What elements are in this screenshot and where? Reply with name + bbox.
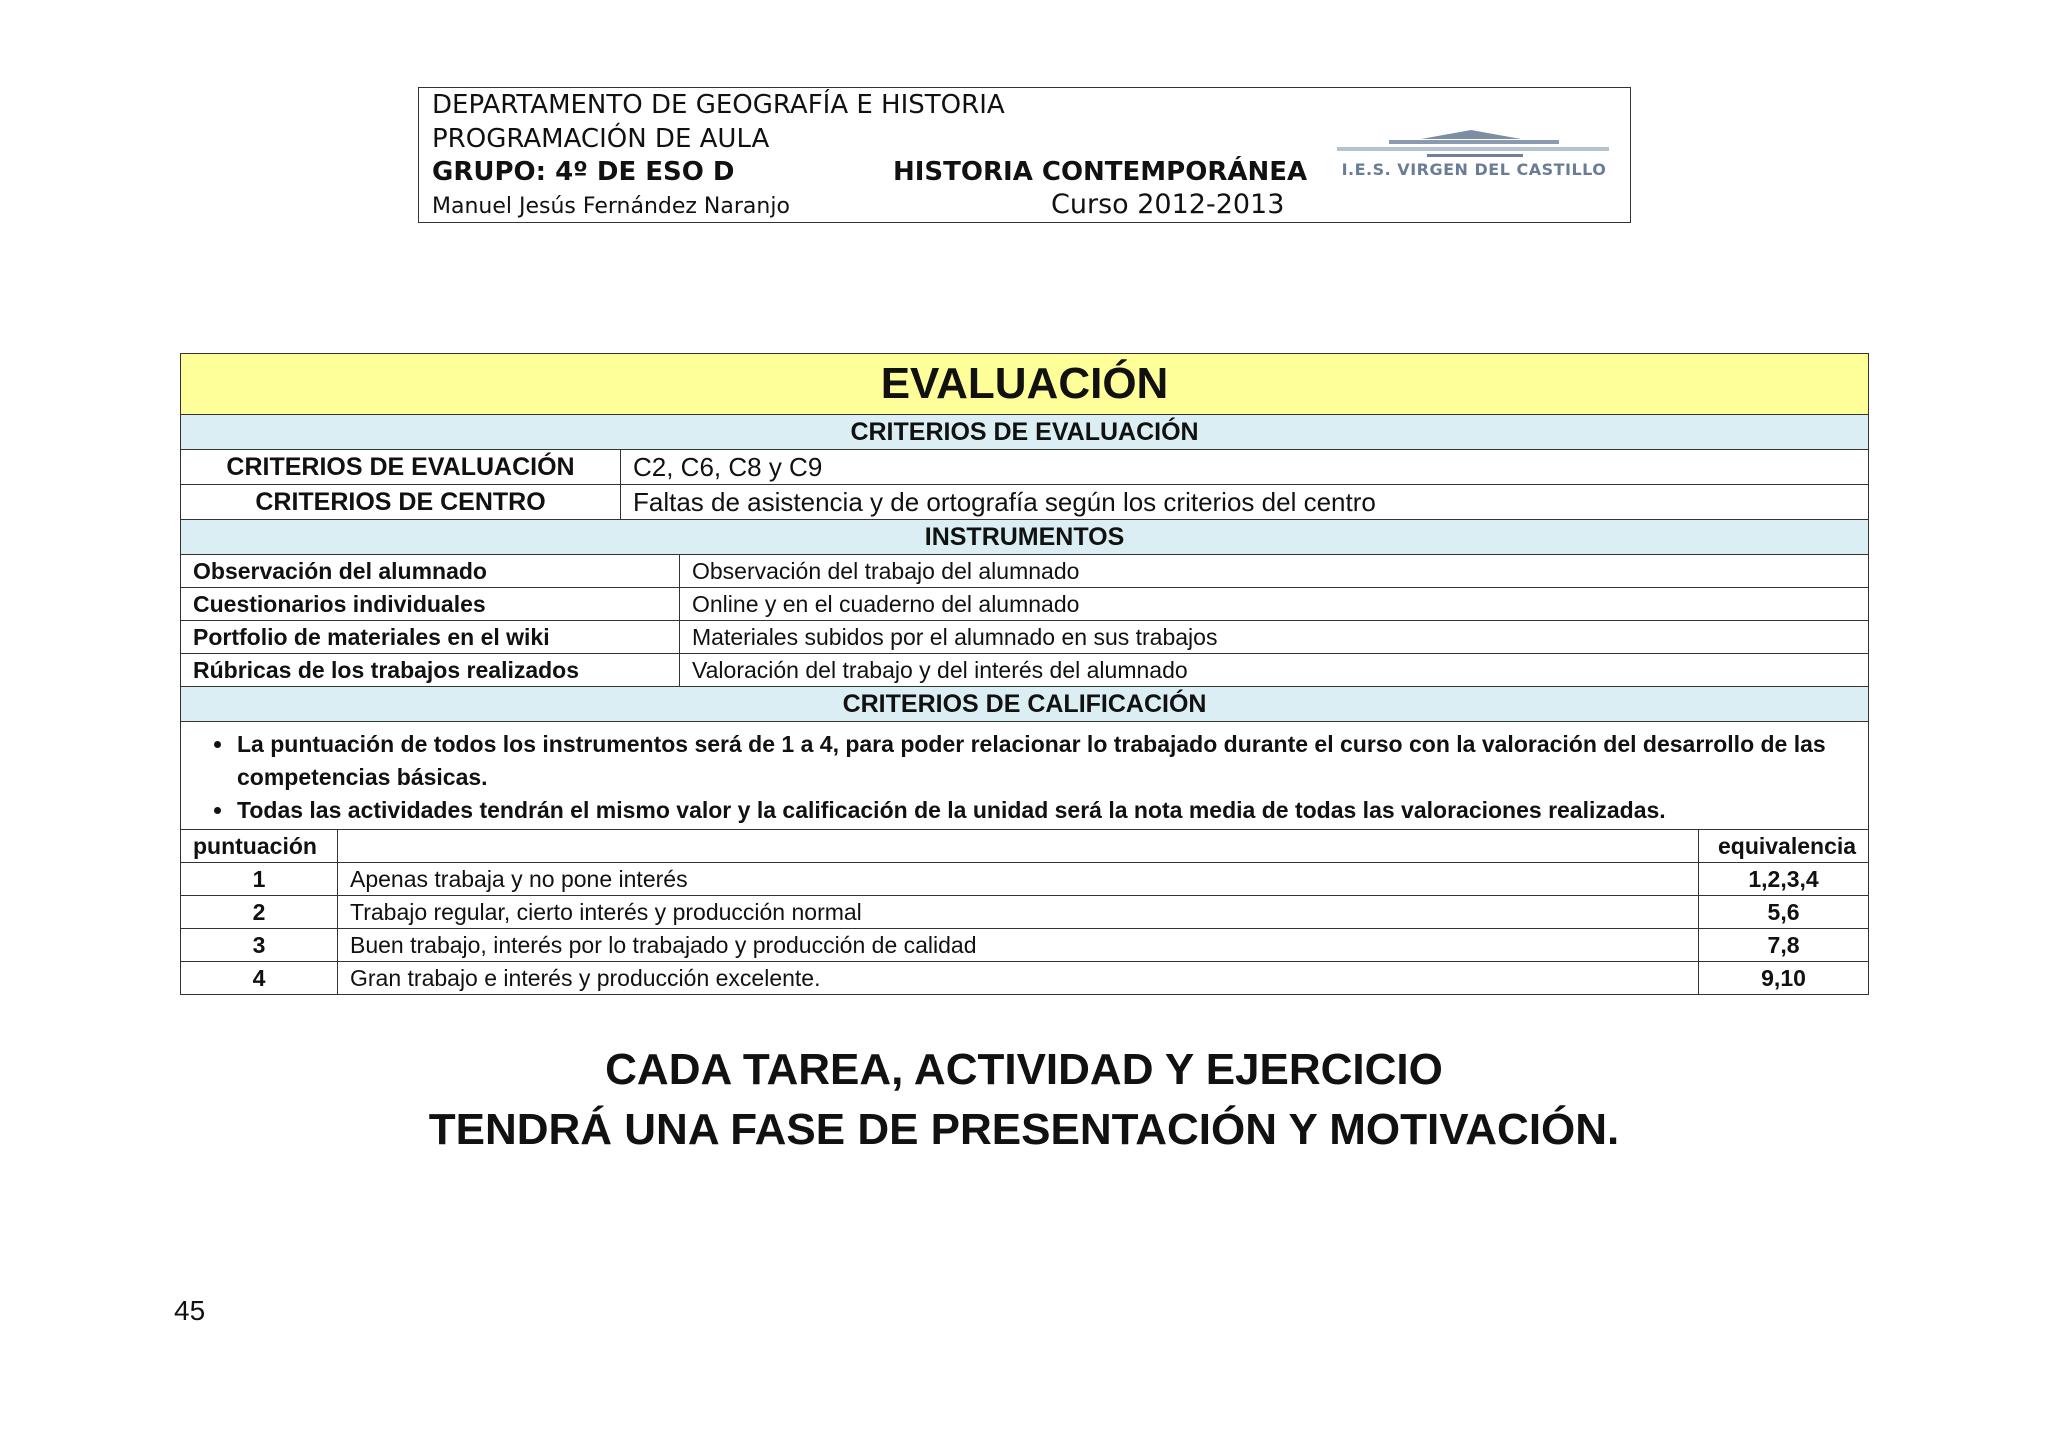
score-equivalence: 7,8 [1699,929,1869,962]
program-title: PROGRAMACIÓN DE AULA [432,124,770,154]
table-row [181,929,1869,962]
score-equivalence: 5,6 [1699,896,1869,929]
score-column-header: puntuación [181,830,338,863]
evaluation-table [180,353,1869,995]
score-description: Buen trabajo, interés por lo trabajado y producción de calidad [338,929,1699,962]
logo-bar [1337,147,1609,151]
closing-heading-line2: TENDRÁ UNA FASE DE PRESENTACIÓN Y MOTIVACIÓN. [428,1105,1620,1154]
table-row [181,896,1869,929]
table-row [181,588,1869,621]
grading-bullet: • La puntuación de todos los instrumentos será de 1 a 4, para poder relacionar lo trabajado durante el curso con la valoración del desarrollo de las competencias básicas. [235,728,1856,794]
score-equivalence: 1,2,3,4 [1699,863,1869,896]
instrument-name: Cuestionarios individuales [181,588,680,621]
instrument-description: Observación del trabajo del alumnado [680,555,1869,588]
criteria-value: Faltas de asistencia y de ortografía según los criterios del centro [621,485,1869,520]
grading-bullets-cell [181,722,1869,830]
instrument-description: Valoración del trabajo y del interés del alumnado [680,654,1869,687]
table-row [181,354,1869,415]
logo-text: I.E.S. VIRGEN DEL CASTILLO [1341,160,1607,179]
page-number: 45 [174,1295,206,1326]
course-year: Curso 2012-2013 [1051,189,1285,220]
table-row [181,415,1869,450]
criteria-label: CRITERIOS DE EVALUACIÓN [181,450,621,485]
criteria-section-header: CRITERIOS DE EVALUACIÓN [181,415,1869,450]
score-description: Trabajo regular, cierto interés y producción normal [338,896,1699,929]
table-row [181,722,1869,830]
description-column-header [338,830,1699,863]
instrument-name: Portfolio de materiales en el wiki [181,621,680,654]
instruments-section-header: INSTRUMENTOS [181,520,1869,555]
instrument-name: Rúbricas de los trabajos realizados [181,654,680,687]
criteria-label: CRITERIOS DE CENTRO [181,485,621,520]
table-row [181,621,1869,654]
closing-heading-line1: CADA TAREA, ACTIVIDAD Y EJERCICIO [605,1045,1443,1094]
logo-bar [1389,140,1559,144]
score-value: 4 [181,962,338,995]
score-description: Gran trabajo e interés y producción excelente. [338,962,1699,995]
table-row [181,520,1869,555]
table-row [181,485,1869,520]
department-name: DEPARTAMENTO DE GEOGRAFÍA E HISTORIA [432,90,1005,120]
table-row [181,962,1869,995]
instrument-description: Online y en el cuaderno del alumnado [680,588,1869,621]
score-value: 3 [181,929,338,962]
score-value: 2 [181,896,338,929]
grading-section-header: CRITERIOS DE CALIFICACIÓN [181,687,1869,722]
school-logo [1337,130,1609,194]
table-row [181,863,1869,896]
equivalence-column-header: equivalencia [1699,830,1869,863]
teacher-name: Manuel Jesús Fernández Naranjo [432,194,790,219]
subject-title: HISTORIA CONTEMPORÁNEA [893,157,1308,187]
criteria-value: C2, C6, C8 y C9 [621,450,1869,485]
table-row [181,654,1869,687]
table-row [181,830,1869,863]
logo-roof-shape [1421,130,1521,139]
score-value: 1 [181,863,338,896]
table-row [181,555,1869,588]
table-row [181,687,1869,722]
group-label: GRUPO: 4º DE ESO D [432,157,735,187]
instrument-description: Materiales subidos por el alumnado en sus trabajos [680,621,1869,654]
grading-bullet-list [193,728,1856,827]
instrument-name: Observación del alumnado [181,555,680,588]
document-header [418,87,1631,223]
score-equivalence: 9,10 [1699,962,1869,995]
table-row [181,450,1869,485]
evaluation-title: EVALUACIÓN [181,354,1869,415]
grading-bullet: • Todas las actividades tendrán el mismo valor y la calificación de la unidad será la nota media de todas las valoraciones realizadas. [235,794,1856,827]
score-description: Apenas trabaja y no pone interés [338,863,1699,896]
logo-bar [1427,154,1523,157]
